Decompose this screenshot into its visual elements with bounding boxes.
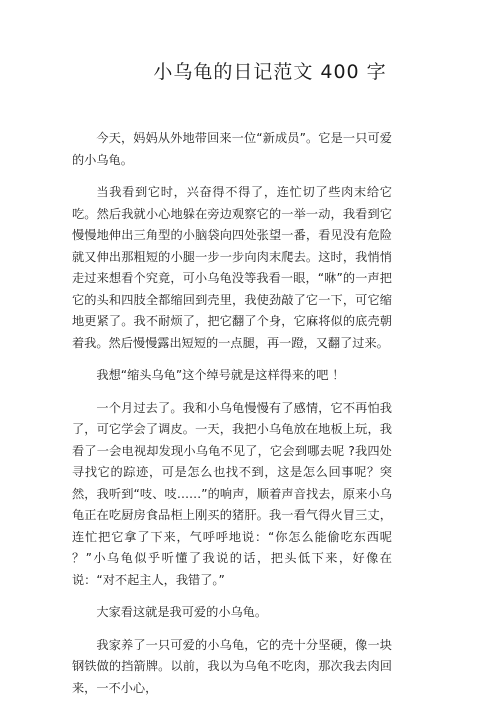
paragraph: 一个月过去了。我和小乌龟慢慢有了感情，它不再怕我了，可它学会了调皮。一天，我把小乌龟放在地板上玩，我看了一会电视却发现小乌龟不见了，它会到哪去呢 ?我四处寻找它的踪迹，可是怎么也找不到，这是怎么回事呢？突然，我听到“吱、吱……”的响声，顺着声音找去，原来小乌龟正在吃厨房食品柜上刚买的猪肝。我一看气得火冒三丈，连忙把它拿了下来，气呼呼地说：“你怎么能偷吃东西呢 ？”小乌龟似乎听懂了我说的话，把头低下来，好像在说：“对不起主人，我错了。” bbox=[72, 400, 392, 587]
paragraph: 大家看这就是我可爱的小乌龟。 bbox=[96, 605, 268, 619]
paragraph: 我想“缩头乌龟”这个绰号就是这样得来的吧 ！ bbox=[96, 368, 345, 382]
paragraph: 今天，妈妈从外地带回来一位“新成员”。它是一只可爱的小乌龟。 bbox=[72, 131, 392, 167]
paragraph: 当我看到它时，兴奋得不得了，连忙切了些肉末给它吃。然后我就小心地躲在旁边观察它的一举一动，我看到它慢慢地伸出三角型的小脑袋向四处张望一番，看见没有危险就又伸出那粗短的小腿一步一步向肉末爬去。这时，我悄悄走过来想看个究竟，可小乌龟没等我看一眼，“咻”的一声把它的头和四肢全都缩回到壳里，我使劲敲了它一下，可它缩地更紧了。我不耐烦了，把它翻了个身，它麻将似的底壳朝着我。然后慢慢露出短短的一点腿，再一蹬，又翻了过来。 bbox=[72, 185, 392, 350]
paragraph: 我家养了一只可爱的小乌龟，它的壳十分坚硬，像一块钢铁做的挡箭牌。以前，我以为乌龟不吃肉，那次我去肉回来，一不小心， bbox=[72, 637, 392, 695]
document-title: 小乌龟的日记范文 400 字 bbox=[153, 61, 387, 83]
document-body bbox=[72, 128, 392, 710]
